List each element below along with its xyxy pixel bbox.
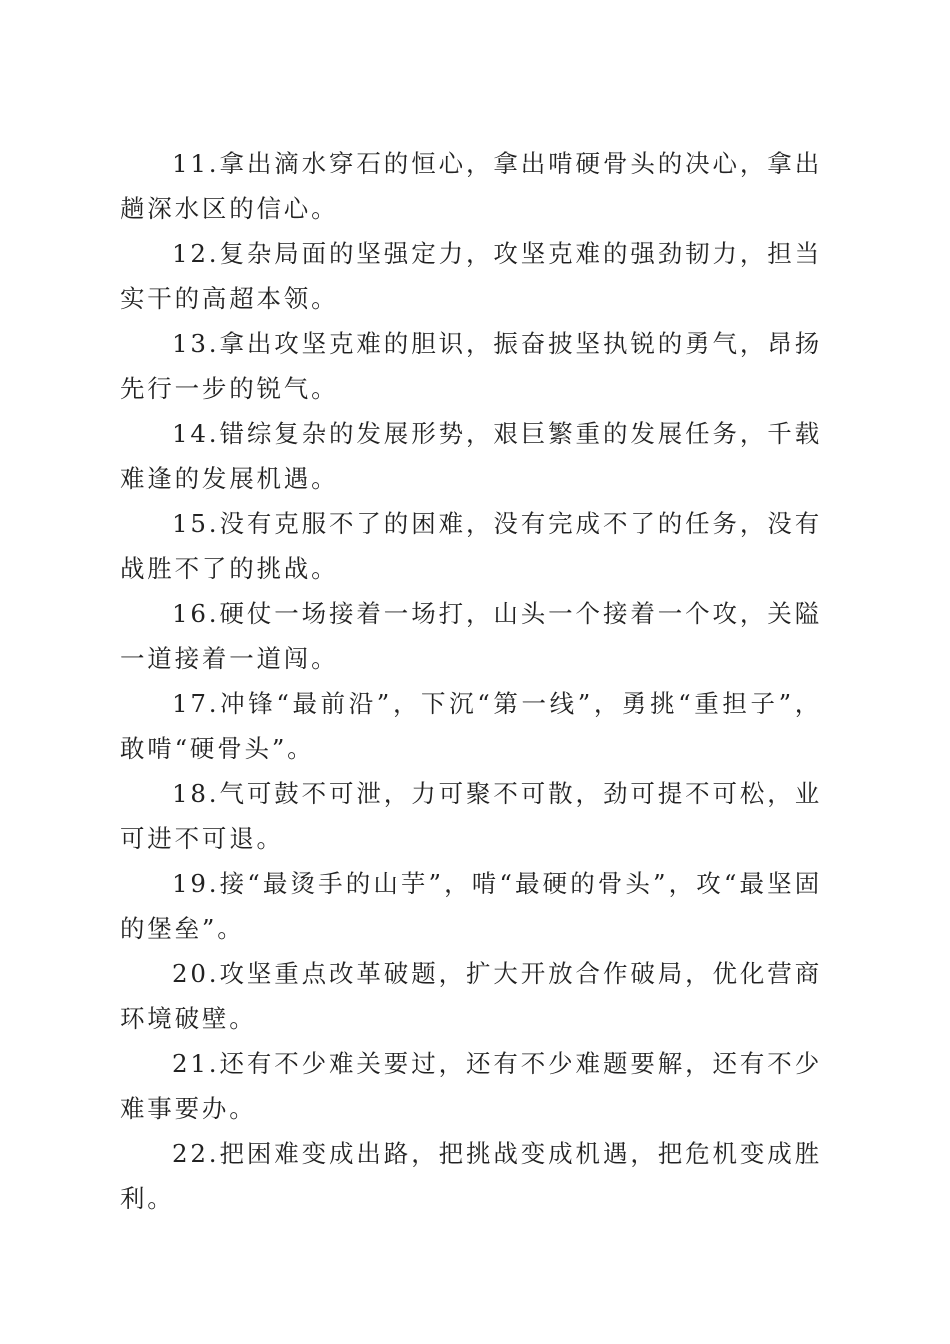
paragraph-12: 12.复杂局面的坚强定力，攻坚克难的强劲韧力，担当实干的高超本领。 [120,239,822,313]
paragraph-14: 14.错综复杂的发展形势，艰巨繁重的发展任务，千载难逢的发展机遇。 [120,419,822,493]
paragraph-22: 22.把困难变成出路，把挑战变成机遇，把危机变成胜利。 [120,1139,822,1213]
paragraph-21: 21.还有不少难关要过，还有不少难题要解，还有不少难事要办。 [120,1049,822,1123]
document-body [120,141,822,1221]
paragraph-17: 17.冲锋“最前沿”，下沉“第一线”，勇挑“重担子”，敢啃“硬骨头”。 [120,689,822,763]
paragraph-15: 15.没有克服不了的困难，没有完成不了的任务，没有战胜不了的挑战。 [120,509,822,583]
paragraph-11: 11.拿出滴水穿石的恒心，拿出啃硬骨头的决心，拿出趟深水区的信心。 [120,149,822,223]
paragraph-16: 16.硬仗一场接着一场打，山头一个接着一个攻，关隘一道接着一道闯。 [120,599,822,673]
paragraph-18: 18.气可鼓不可泄，力可聚不可散，劲可提不可松，业可进不可退。 [120,779,822,853]
paragraph-19: 19.接“最烫手的山芋”，啃“最硬的骨头”，攻“最坚固的堡垒”。 [120,869,822,943]
paragraph-20: 20.攻坚重点改革破题，扩大开放合作破局，优化营商环境破壁。 [120,959,822,1033]
paragraph-13: 13.拿出攻坚克难的胆识，振奋披坚执锐的勇气，昂扬先行一步的锐气。 [120,329,822,403]
